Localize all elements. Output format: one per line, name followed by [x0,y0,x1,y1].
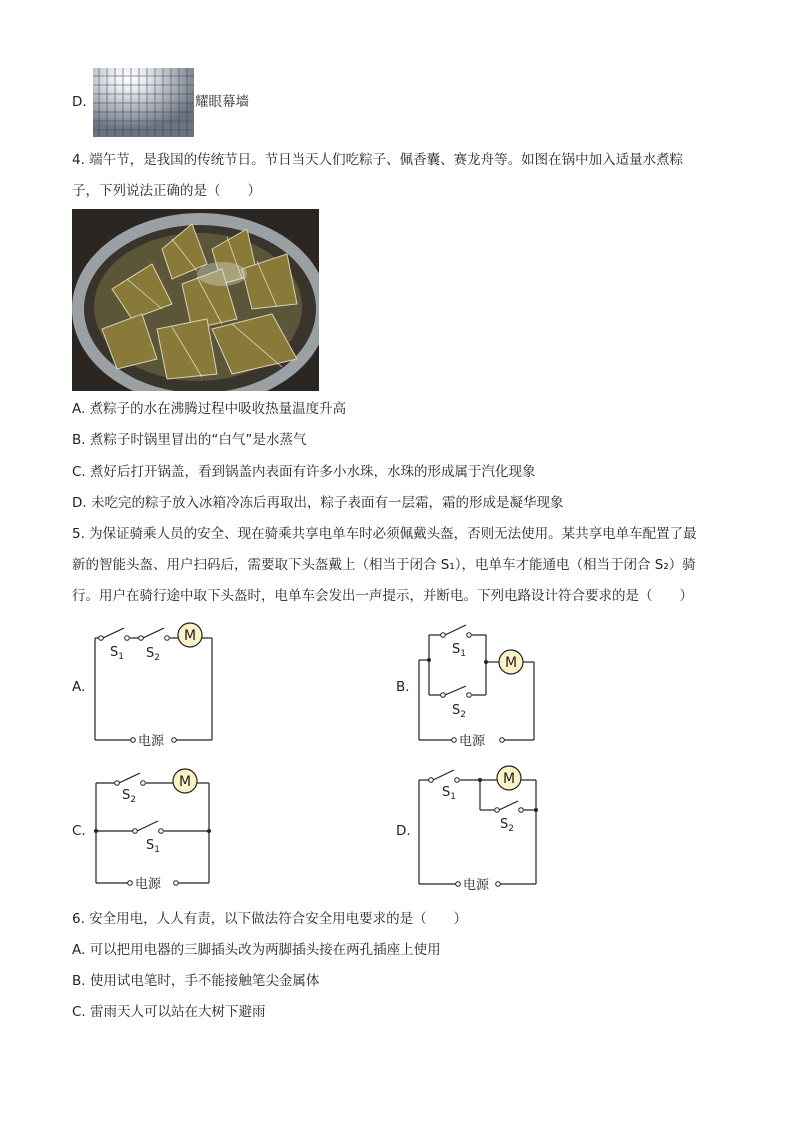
power-label: 电源 [463,878,490,892]
svg-text:M: M [504,655,518,671]
circuit-c-diagram [90,765,220,895]
svg-text:M: M [502,771,516,787]
q4-option-c: C. 煮好后打开锅盖，看到锅盖内表面有许多小水珠，水珠的形成属于汽化现象 [72,464,536,480]
q5-option-d-label: D. [396,823,411,839]
q4-option-a: A. 煮粽子的水在沸腾过程中吸收热量温度升高 [72,401,347,417]
svg-text:S1: $S_1$ [452,642,466,659]
svg-text:S2: $S_2$ [452,703,466,720]
svg-text:S2: $S_2$ [122,788,136,805]
q5-stem-line2: 新的智能头盔、用户扫码后，需要取下头盔戴上（相当于闭合 S₁），电单车才能通电（相当于闭合 S₂）骑 [72,557,696,573]
q4-stem-line1: 4. 端午节，是我国的传统节日。节日当天人们吃粽子、佩香囊、赛龙舟等。如图在锅中加入适量水煮粽 [72,152,684,168]
q6-option-b: B. 使用试电笔时，手不能接触笔尖金属体 [72,973,320,989]
glass-curtain-wall-photo [93,68,194,137]
q4-stem-line2: 子，下列说法正确的是（ ） [72,183,261,199]
svg-text:S1: $S_1$ [146,838,160,855]
q5-option-a-label: A. [72,679,86,695]
q5-option-b-label: B. [396,679,410,695]
svg-text:S1: $S_1$ [110,645,124,662]
q5-option-c-label: C. [72,823,86,839]
q6-option-c: C. 雷雨天人可以站在大树下避雨 [72,1004,266,1020]
zongzi-pot-photo [72,209,319,391]
q5-stem-line3: 行。用户在骑行途中取下头盔时，电单车会发出一声提示，并断电。下列电路设计符合要求的是（ ） [72,588,693,604]
circuit-b-diagram [414,620,544,750]
q6-stem: 6. 安全用电，人人有责，以下做法符合安全用电要求的是（ ） [72,911,468,927]
svg-text:M: M [178,774,192,790]
svg-text:S2: $S_2$ [500,817,514,834]
q6-option-a: A. 可以把用电器的三脚插头改为两脚插头接在两孔插座上使用 [72,942,441,958]
power-label: 电源 [135,877,162,892]
motor-label: M [183,628,197,644]
power-label: 电源 [459,734,486,749]
svg-text:S1: $S_1$ [442,785,456,802]
q5-stem-line1: 5. 为保证骑乘人员的安全、现在骑乘共享电单车时必须佩戴头盔，否则无法使用。某共享电单车配置了最 [72,526,697,542]
q3-option-d-text: 耀眼幕墙 [195,94,249,110]
circuit-d-diagram [414,762,544,892]
svg-text:S2: $S_2$ [146,646,160,663]
q4-option-b: B. 煮粽子时锅里冒出的“白气”是水蒸气 [72,432,307,448]
q4-option-d: D. 未吃完的粽子放入冰箱冷冻后再取出，粽子表面有一层霜，霜的形成是凝华现象 [72,495,564,511]
q3-option-d-label: D. [72,94,87,110]
circuit-a-diagram [90,620,220,750]
power-label: 电源 [138,734,165,749]
